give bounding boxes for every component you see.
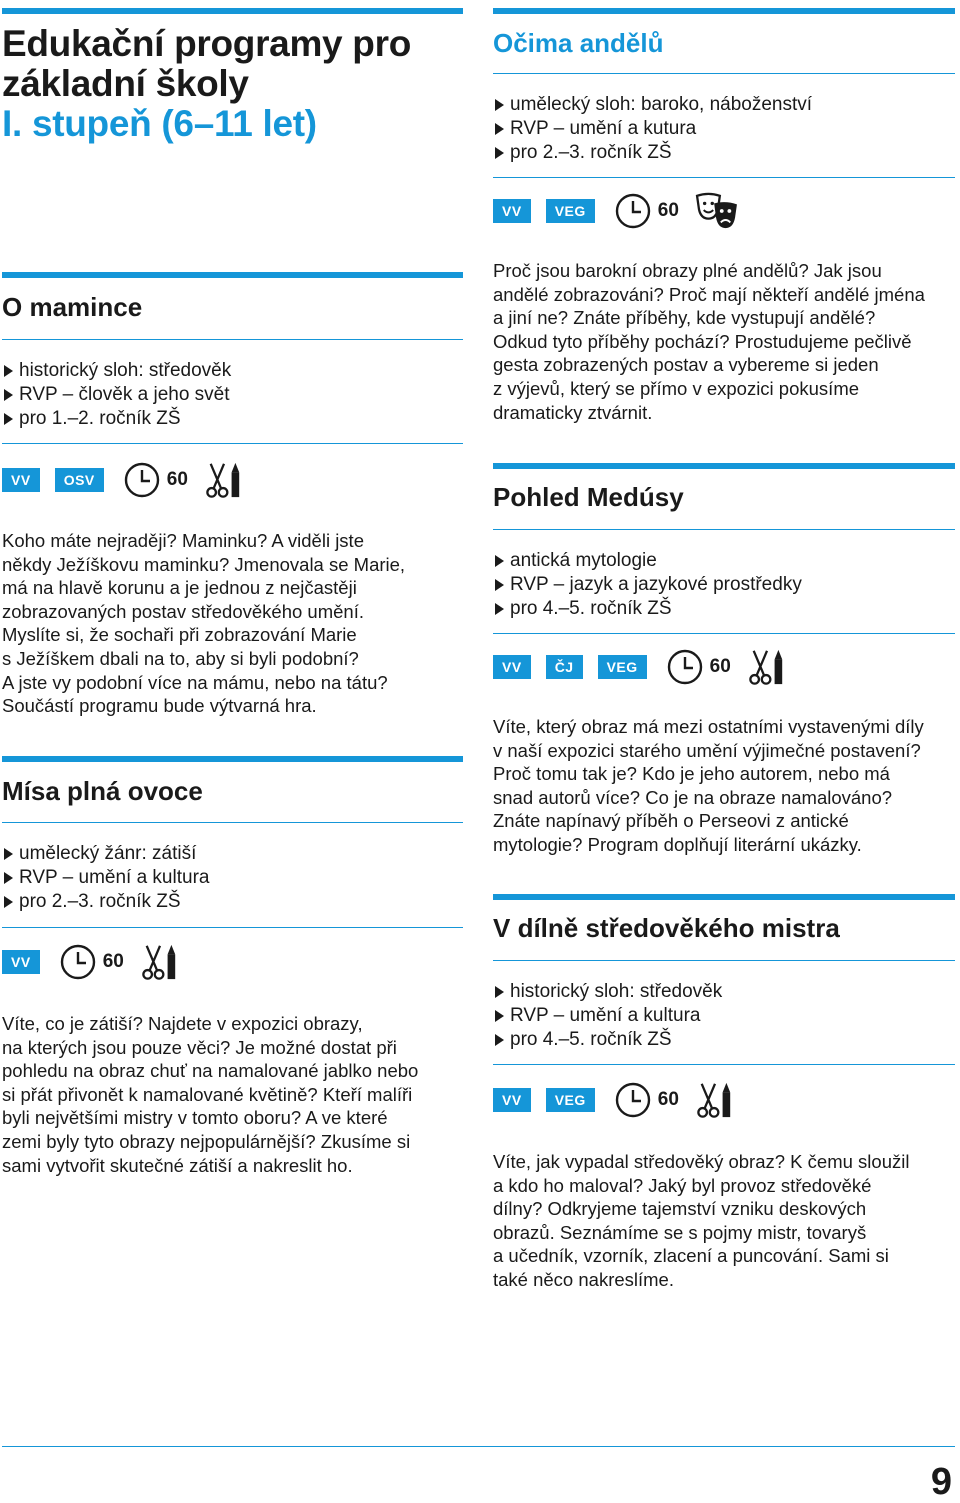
section-rule-o-mamince bbox=[2, 272, 463, 278]
page-heading bbox=[2, 24, 462, 144]
subject-badge: VEG bbox=[598, 655, 647, 679]
program-bullets-dilna bbox=[495, 980, 722, 1052]
subject-badge: VEG bbox=[546, 199, 595, 223]
triangle-bullet-icon bbox=[495, 555, 504, 567]
section-rule-dilna bbox=[493, 894, 955, 900]
divider bbox=[493, 960, 955, 961]
program-tags-medusa bbox=[493, 649, 787, 685]
subject-badge: VV bbox=[2, 468, 40, 492]
list-item: historický sloh: středověk bbox=[495, 980, 722, 1004]
list-item: RVP – jazyk a jazykové prostředky bbox=[495, 573, 802, 597]
list-item: RVP – umění a kutura bbox=[495, 117, 812, 141]
duration-minutes: 60 bbox=[657, 1089, 679, 1110]
triangle-bullet-icon bbox=[4, 896, 13, 908]
heading-line-3: I. stupeň (6–11 let) bbox=[2, 103, 317, 144]
program-description-ocima: Proč jsou barokní obrazy plné andělů? Jak jsou andělé zobrazováni? Proč mají někteří andělé jména a jiní ne? Znáte příběhy, kde vystupují andělé? Odkud tyto příběhy pochází? Prostudujeme pečlivě gesta zobrazených postav a vybereme si jeden z výjevů, který se přímo v expozici pokusíme dramaticky ztvárnit. bbox=[493, 260, 925, 423]
scissors-pencil-icon bbox=[204, 461, 244, 499]
theater-masks-icon bbox=[695, 192, 739, 230]
subject-badge: VEG bbox=[546, 1088, 595, 1112]
program-bullets-o-mamince bbox=[4, 359, 231, 431]
clock-icon bbox=[667, 649, 703, 685]
page-number: 9 bbox=[930, 1461, 952, 1503]
list-item: pro 4.–5. ročník ZŠ bbox=[495, 1028, 722, 1052]
top-rule-right bbox=[493, 8, 955, 14]
program-title-ocima-andelu: Očima andělů bbox=[493, 28, 664, 58]
duration-minutes: 60 bbox=[166, 469, 188, 490]
triangle-bullet-icon bbox=[495, 579, 504, 591]
duration-minutes: 60 bbox=[102, 951, 124, 972]
heading-line-1: Edukační programy pro bbox=[2, 23, 412, 64]
scissors-pencil-icon bbox=[140, 943, 180, 981]
top-rule-left bbox=[2, 8, 463, 14]
divider bbox=[493, 73, 955, 74]
heading-line-2: základní školy bbox=[2, 63, 249, 104]
triangle-bullet-icon bbox=[495, 603, 504, 615]
triangle-bullet-icon bbox=[495, 1010, 504, 1022]
triangle-bullet-icon bbox=[4, 365, 13, 377]
program-title-v-dilne: V dílně středověkého mistra bbox=[493, 913, 840, 943]
program-tags-o-mamince bbox=[2, 462, 244, 498]
divider bbox=[493, 633, 955, 634]
scissors-pencil-icon bbox=[695, 1081, 735, 1119]
list-item: pro 4.–5. ročník ZŠ bbox=[495, 597, 802, 621]
program-title-o-mamince: O mamince bbox=[2, 292, 143, 322]
triangle-bullet-icon bbox=[495, 123, 504, 135]
subject-badge: VV bbox=[2, 950, 40, 974]
divider bbox=[493, 529, 955, 530]
program-description-dilna: Víte, jak vypadal středověký obraz? K čemu sloužil a kdo ho maloval? Jaký byl provoz středověké dílny? Odkryjeme tajemství vzniku deskových obrazů. Seznámíme se s pojmy mistr, tovaryš a učedník, vzorník, zlacení a puncování. Sami si také něco nakreslíme. bbox=[493, 1151, 910, 1290]
program-tags-ocima bbox=[493, 193, 739, 229]
list-item: pro 1.–2. ročník ZŠ bbox=[4, 407, 231, 431]
list-item: umělecký žánr: zátiší bbox=[4, 842, 209, 866]
list-item: RVP – umění a kultura bbox=[495, 1004, 722, 1028]
subject-badge: VV bbox=[493, 199, 531, 223]
program-bullets-misa bbox=[4, 842, 209, 914]
program-description-misa: Víte, co je zátiší? Najdete v expozici obrazy, na kterých jsou pouze věci? Je možné dostat při pohledu na obraz chuť na namalované jablko nebo si přát přivonět k namalované květině? Kteří malíři byli největšími mistry v tomto oboru? A ve které zemi byly tyto obrazy nejpopulárnější? Zkusíme si sami vytvořit skutečné zátiší a nakreslit ho. bbox=[2, 1013, 419, 1176]
triangle-bullet-icon bbox=[495, 147, 504, 159]
triangle-bullet-icon bbox=[495, 986, 504, 998]
program-title-pohled-medusy: Pohled Medúsy bbox=[493, 482, 684, 512]
list-item: antická mytologie bbox=[495, 549, 802, 573]
triangle-bullet-icon bbox=[4, 389, 13, 401]
program-title-misa-plna-ovoce: Mísa plná ovoce bbox=[2, 776, 203, 806]
program-bullets-ocima bbox=[495, 93, 812, 165]
triangle-bullet-icon bbox=[495, 1034, 504, 1046]
list-item: umělecký sloh: baroko, náboženství bbox=[495, 93, 812, 117]
program-tags-dilna bbox=[493, 1082, 735, 1118]
triangle-bullet-icon bbox=[4, 413, 13, 425]
duration-minutes: 60 bbox=[657, 200, 679, 221]
clock-icon bbox=[124, 462, 160, 498]
divider bbox=[493, 177, 955, 178]
divider bbox=[2, 927, 463, 928]
list-item: pro 2.–3. ročník ZŠ bbox=[4, 890, 209, 914]
section-rule-medusa bbox=[493, 463, 955, 469]
clock-icon bbox=[615, 1082, 651, 1118]
clock-icon bbox=[60, 944, 96, 980]
divider bbox=[2, 339, 463, 340]
clock-icon bbox=[615, 193, 651, 229]
divider bbox=[2, 443, 463, 444]
subject-badge: VV bbox=[493, 1088, 531, 1112]
scissors-pencil-icon bbox=[747, 648, 787, 686]
list-item: pro 2.–3. ročník ZŠ bbox=[495, 141, 812, 165]
subject-badge: VV bbox=[493, 655, 531, 679]
list-item: RVP – člověk a jeho svět bbox=[4, 383, 231, 407]
subject-badge: OSV bbox=[55, 468, 104, 492]
triangle-bullet-icon bbox=[4, 872, 13, 884]
program-tags-misa bbox=[2, 944, 180, 980]
footer-rule bbox=[2, 1446, 955, 1447]
triangle-bullet-icon bbox=[495, 99, 504, 111]
divider bbox=[493, 1064, 955, 1065]
section-rule-misa bbox=[2, 756, 463, 762]
program-description-medusa: Víte, který obraz má mezi ostatními vystavenými díly v naší expozici starého umění výjimečné postavení? Proč tomu tak je? Kdo je jeho autorem, nebo má snad autorů více? Co je na obraze namalováno? Znáte napínavý příběh o Perseovi z antické mytologie? Program doplňují literární ukázky. bbox=[493, 716, 924, 855]
subject-badge: ČJ bbox=[546, 655, 583, 679]
program-description-o-mamince: Koho máte nejraději? Maminku? A viděli jste někdy Ježíškovu maminku? Jmenovala se Marie, má na hlavě korunu a je jednou z nejčastěji zobrazovaných postav středověkého umění. Myslíte si, že sochaři při zobrazování Marie s Ježíškem dbali na to, aby si byli podobní? A jste vy podobní více na mámu, nebo na tátu? Součástí programu bude výtvarná hra. bbox=[2, 530, 406, 717]
triangle-bullet-icon bbox=[4, 848, 13, 860]
program-bullets-medusa bbox=[495, 549, 802, 621]
divider bbox=[2, 822, 463, 823]
duration-minutes: 60 bbox=[709, 656, 731, 677]
list-item: RVP – umění a kultura bbox=[4, 866, 209, 890]
list-item: historický sloh: středověk bbox=[4, 359, 231, 383]
